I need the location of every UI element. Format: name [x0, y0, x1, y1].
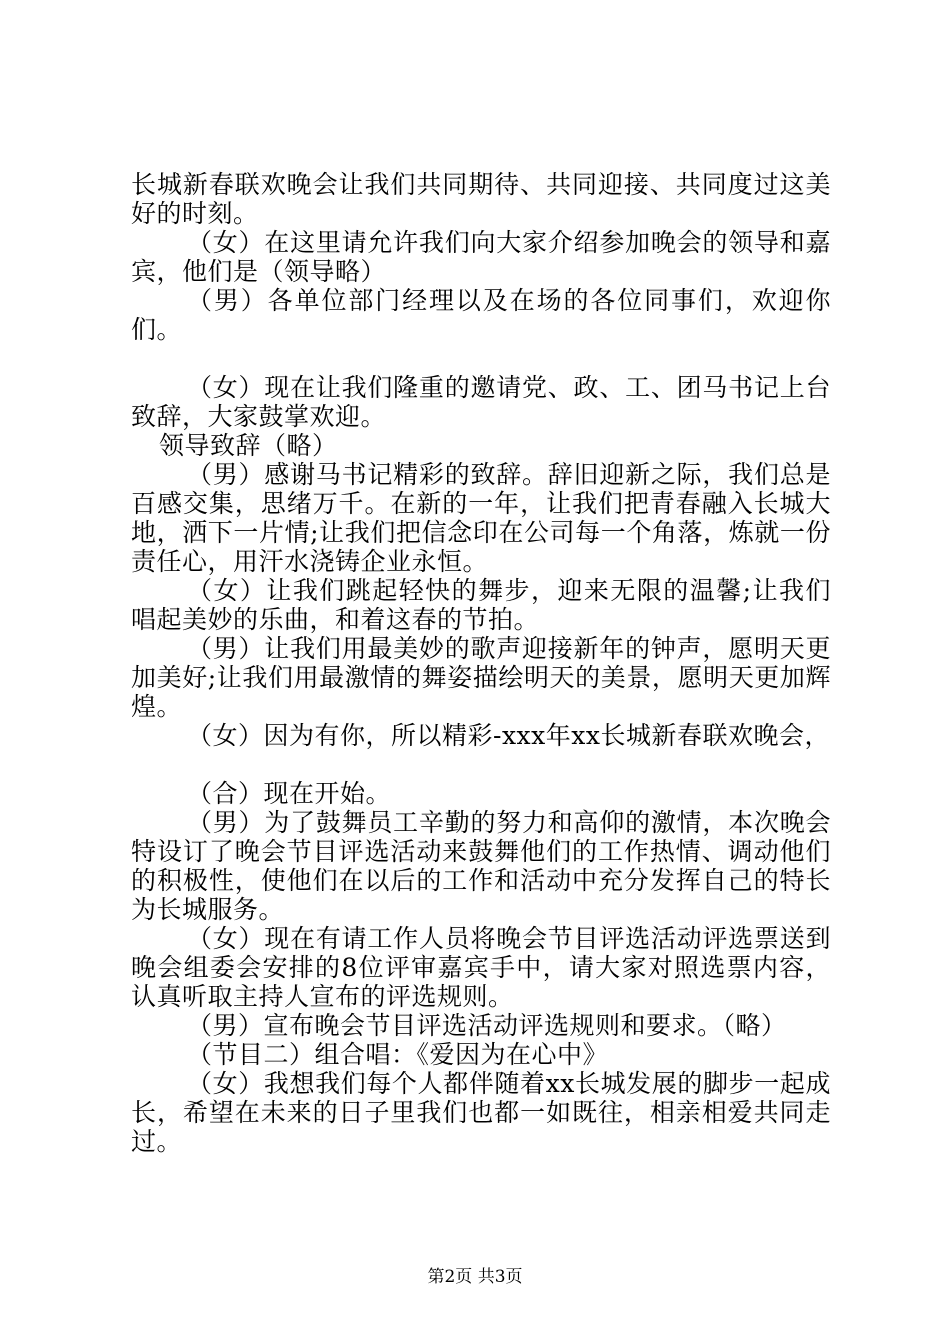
paragraph: （女）我想我们每个人都伴随着xx长城发展的脚步一起成长，希望在未来的日子里我们也都一如既往，相亲相爱共同走过。 — [131, 1069, 831, 1156]
paragraph: （节目二）组合唱：《爱因为在心中》 — [187, 1040, 609, 1069]
paragraph: （男）感谢马书记精彩的致辞。辞旧迎新之际，我们总是百感交集，思绪万千。在新的一年，让我们把青春融入长城大地，洒下一片情;让我们把信念印在公司每一个角落，炼就一份责任心，用汗水浇铸企业永恒。 — [131, 460, 831, 576]
paragraph: （女）现在有请工作人员将晚会节目评选活动评选票送到晚会组委会安排的8位评审嘉宾手中，请大家对照选票内容，认真听取主持人宣布的评选规则。 — [131, 924, 831, 1011]
paragraph: （合）现在开始。 — [187, 779, 392, 808]
paragraph: 领导致辞（略） — [159, 431, 338, 460]
blank-line — [131, 750, 831, 779]
paragraph: 长城新春联欢晚会让我们共同期待、共同迎接、共同度过这美好的时刻。 — [131, 170, 831, 228]
paragraph: （男）为了鼓舞员工辛勤的努力和高仰的激情，本次晚会特设订了晚会节目评选活动来鼓舞他们的工作热情、调动他们的积极性，使他们在以后的工作和活动中充分发挥自己的特长为长城服务。 — [131, 808, 831, 924]
paragraph: （男）各单位部门经理以及在场的各位同事们，欢迎你们。 — [131, 286, 831, 344]
paragraph: （男）宣布晚会节目评选活动评选规则和要求。（略） — [187, 1011, 787, 1040]
paragraph: （男）让我们用最美妙的歌声迎接新年的钟声，愿明天更加美好;让我们用最激情的舞姿描绘明天的美景，愿明天更加辉煌。 — [131, 634, 831, 721]
paragraph: （女）在这里请允许我们向大家介绍参加晚会的领导和嘉宾，他们是（领导略） — [131, 228, 831, 286]
document-body — [131, 170, 831, 1156]
paragraph: （女）让我们跳起轻快的舞步，迎来无限的温馨;让我们唱起美妙的乐曲，和着这春的节拍。 — [131, 576, 831, 634]
blank-line — [131, 344, 831, 373]
page-footer: 第2页 共3页 — [427, 1267, 523, 1287]
paragraph: （女）现在让我们隆重的邀请党、政、工、团马书记上台致辞，大家鼓掌欢迎。 — [131, 373, 831, 431]
paragraph: （女）因为有你，所以精彩-xxx年xx长城新春联欢晚会， — [187, 721, 830, 750]
